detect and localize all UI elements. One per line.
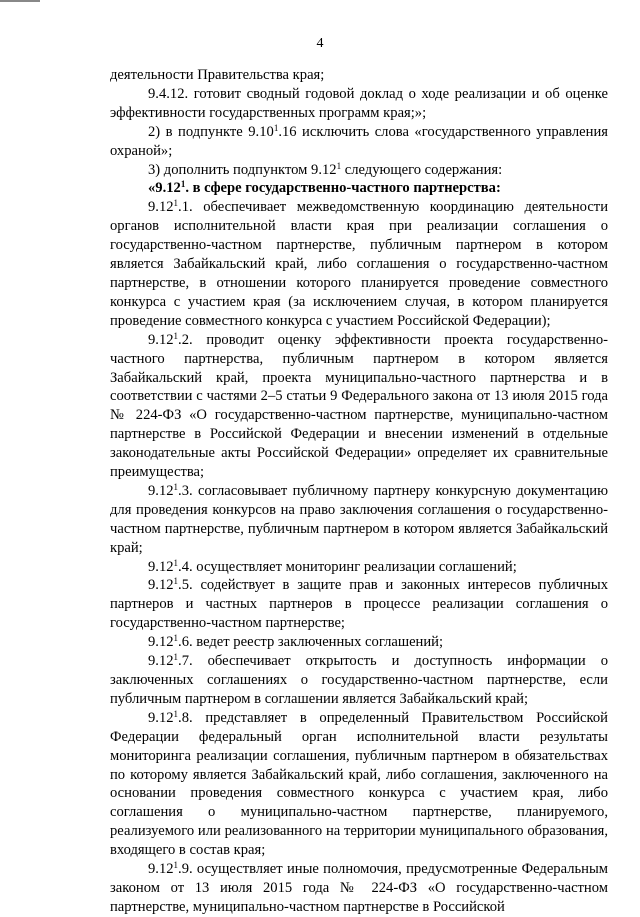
section-heading (110, 179, 608, 198)
superscript: 1 (173, 557, 179, 568)
superscript: 1 (173, 576, 179, 587)
paragraph (110, 123, 608, 161)
page-number: 4 (316, 36, 324, 51)
superscript: 1 (173, 708, 179, 719)
paragraph-text: следующего содержания: (341, 161, 503, 178)
paragraph-text: 9.12 (148, 861, 174, 878)
paragraph (110, 576, 608, 633)
paragraph (110, 85, 608, 123)
paragraph-text: 9.12 (148, 558, 174, 575)
superscript: 1 (173, 652, 179, 663)
paragraph-text: 9.12 (148, 709, 174, 726)
paragraph-text: .1. обеспечивает межведомственную координацию деятельности органов исполнительной власти края при реализации соглашения о государственно-частном партнерстве, публичным партнером в котором является Забайкальский край, либо соглашения о государственно-частном партнерстве, в отношении которого планируется проведение совместного конкурса с участием края (за исключением случая, в котором планируется проведение совместного конкурса с участием Российской Федерации); (110, 199, 608, 329)
superscript: 1 (180, 179, 186, 190)
paragraph-text: .6. ведет реестр заключенных соглашений; (178, 634, 444, 651)
paragraph (110, 161, 608, 180)
paragraph-text: .2. проводит оценку эффективности проекта государственно-частного партнерства, публичным партнером в котором является Забайкальский край, проекта муниципально-частного партнерства и в соответствии с частями 2–5 статьи 9 Федерального закона от 13 июля 2015 года № 224-ФЗ «О государственно-частном партнерстве, муниципально-частном партнерстве в Российской Федерации и внесении изменений в отдельные законодательные акты Российской Федерации» определяет их сравнительные преимущества; (110, 331, 608, 481)
paragraph (110, 558, 608, 577)
paragraph-text: 9.12 (148, 331, 174, 348)
superscript: 1 (273, 122, 279, 133)
paragraph-text: .4. осуществляет мониторинг реализации соглашений; (178, 558, 517, 575)
paragraph (110, 482, 608, 558)
paragraph (110, 652, 608, 709)
paragraph-text: .9. осуществляет иные полномочия, предусмотренные Федеральным законом от 13 июля 2015 года № 224-ФЗ «О государственно-частном партнерстве, муниципально-частном партнерстве в Российской (110, 861, 608, 915)
superscript: 1 (173, 633, 179, 644)
paragraph (110, 66, 608, 85)
paragraph-text: .8. представляет в определенный Правительством Российской Федерации федеральный орган исполнительной власти результаты мониторинга реализации соглашения, публичным партнером в обязательствах по которому является Забайкальский край, либо соглашения, заключенного на основании проведения совместного конкурса с участием края, либо соглашения о муниципально-частном партнерстве, планируемого, реализуемого или реализованного на территории муниципального образования, входящего в состав края; (110, 709, 608, 859)
paragraph-text: 9.12 (148, 482, 174, 499)
paragraph-text: 9.12 (148, 653, 174, 670)
paragraph-text: 2) в подпункте 9.10 (148, 123, 274, 140)
paragraph-text: .7. обеспечивает открытость и доступность информации о заключенных соглашениях о государственно-частном партнерстве, если публичным партнером в соглашении является Забайкальский край; (110, 653, 608, 707)
paragraph-text: .5. содействует в защите прав и законных интересов публичных партнеров и частных партнеров в процессе реализации соглашения о государственно-частном партнерстве; (110, 577, 608, 632)
superscript: 1 (336, 160, 342, 171)
paragraph (110, 860, 608, 917)
paragraph (110, 633, 608, 652)
paragraph-text: .16 исключить слова «государственного управления охраной»; (110, 123, 608, 159)
paragraph-text: . в сфере государственно-частного партнерства: (185, 180, 501, 197)
paragraph-text: деятельности Правительства края; (110, 67, 325, 83)
superscript: 1 (173, 481, 179, 492)
paragraph-text: .3. согласовывает публичному партнеру конкурсную документацию для проведения конкурсов на право заключения соглашения о государственно-частном партнерстве, публичным партнером в котором является Забайкальский край; (110, 482, 608, 556)
paragraph-text: 9.12 (148, 199, 174, 216)
document-body (110, 66, 608, 917)
superscript: 1 (173, 860, 179, 871)
paragraph-text: 9.4.12. готовит сводный годовой доклад о ходе реализации и об оценке эффективности государственных программ края;»; (110, 85, 608, 121)
paragraph-text: 3) дополнить подпунктом 9.12 (148, 161, 337, 178)
scan-corner-mark (0, 0, 40, 2)
paragraph-text: 9.12 (148, 634, 174, 651)
paragraph-text: 9.12 (148, 577, 174, 594)
paragraph-text: «9.12 (148, 180, 181, 197)
paragraph (110, 198, 608, 330)
paragraph (110, 331, 608, 482)
paragraph (110, 709, 608, 860)
superscript: 1 (173, 198, 179, 209)
superscript: 1 (173, 330, 179, 341)
